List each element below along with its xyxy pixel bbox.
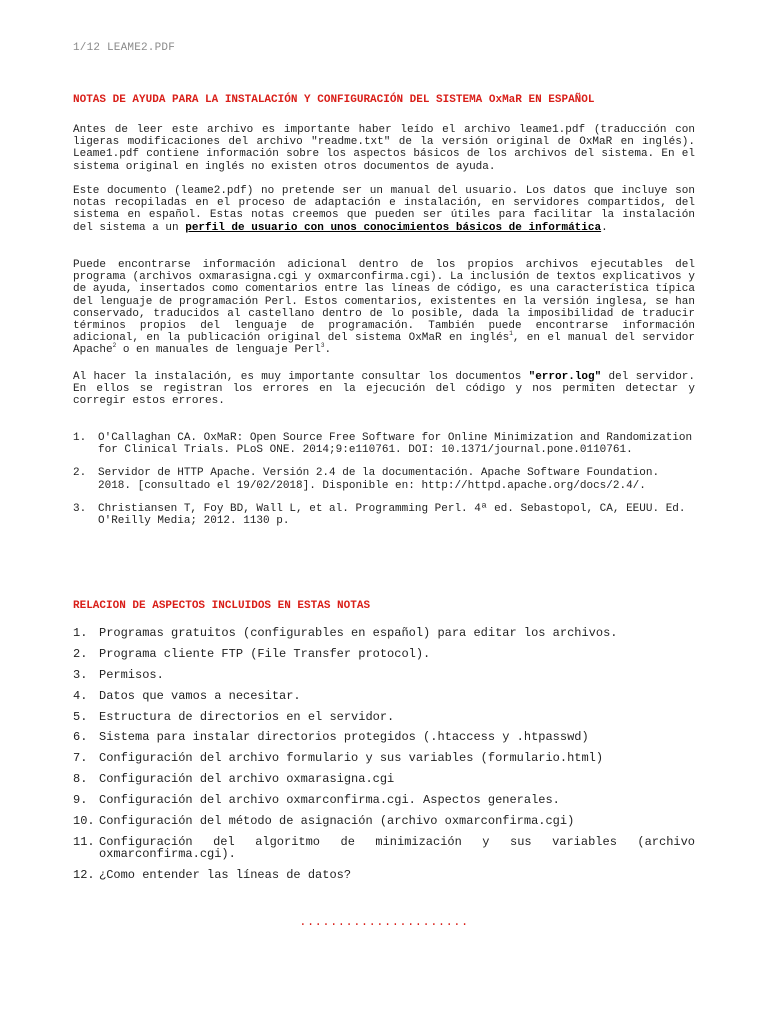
topic-item: [73, 815, 695, 828]
additional-info-paragraph: [73, 259, 695, 357]
topic-number: 4.: [73, 688, 88, 703]
topic-text: Programa cliente FTP (File Transfer protocol).: [99, 646, 431, 661]
topic-number: 2.: [73, 646, 88, 661]
topic-item: [73, 869, 695, 882]
topic-item: [73, 773, 695, 786]
topic-text: Configuración del archivo oxmarasigna.cgi: [99, 772, 395, 787]
topic-text: Configuración del algoritmo de minimización y sus variables (archivo oxmarconfirma.cgi).: [99, 834, 695, 862]
error-log-filename: "error.log": [528, 371, 602, 383]
user-profile-emphasis: perfil de usuario con unos conocimientos básicos de informática: [185, 221, 602, 234]
additional-info-end: .: [324, 344, 332, 357]
reference-text: O'Callaghan CA. OxMaR: Open Source Free Software for Online Minimization and Randomization for Clinical Trials. PLoS ONE. 2014;9:e110761. DOI: 10.1371/journal.pone.0110761.: [98, 432, 693, 457]
topic-number: 9.: [73, 793, 88, 808]
reference-item: [73, 467, 695, 491]
topic-item: [73, 836, 695, 861]
reference-number: 1.: [73, 432, 87, 444]
topic-text: Configuración del archivo oxmarconfirma.cgi. Aspectos generales.: [99, 793, 560, 808]
topic-item: [73, 794, 695, 807]
error-log-text: Al hacer la instalación, es muy importante consultar los documentos: [73, 371, 529, 383]
additional-info-text: Puede encontrarse información adicional dentro de los propios archivos ejecutables del programa (archivos oxmarasigna.cgi y oxmarconfirma.cgi). La inclusión de textos explicativos y de ayuda, insertados como comentarios entre las líneas de código, es una característica típica del lenguaje de programación Perl. Estos comentarios, existentes en la versión inglesa, se han conservado, traducidos al castellano dentro de lo posible, dada la imposibilidad de traducir términos propios del lenguaje de programación. También puede encontrarse información adicional, en la publicación original del sistema OxMaR en inglés: [73, 259, 695, 345]
intro-paragraph: [73, 124, 695, 173]
topic-text: ¿Como entender las líneas de datos?: [99, 868, 352, 883]
topic-text: Configuración del archivo formulario y sus variables (formulario.html): [99, 751, 604, 766]
topic-number: 5.: [73, 709, 88, 724]
topic-item: [73, 627, 695, 640]
topic-item: [73, 669, 695, 682]
additional-info-text-3: o en manuales de lenguaje Perl: [116, 344, 321, 357]
topic-number: 7.: [73, 751, 88, 766]
reference-mark-3: 3: [320, 342, 325, 350]
topic-number: 8.: [73, 772, 88, 787]
purpose-end: .: [601, 221, 608, 234]
reference-number: 3.: [73, 502, 87, 515]
topic-text: Permisos.: [99, 667, 164, 682]
topic-item: [73, 711, 695, 724]
document-title: NOTAS DE AYUDA PARA LA INSTALACIÓN Y CONFIGURACIÓN DEL SISTEMA OxMaR EN ESPAÑOL: [73, 94, 595, 106]
intro-text: Antes de leer este archivo es importante haber leído el archivo leame1.pdf (traducción con ligeras modificaciones del archivo "readme.txt" de la versión original de OxMaR en inglés). Leame1.pdf contiene información sobre los aspectos básicos de los archivos del sistema. En el sistema original en inglés no existen otros documentos de ayuda.: [73, 124, 695, 173]
section-separator: ......................: [299, 915, 469, 929]
topic-text: Datos que vamos a necesitar.: [99, 688, 301, 703]
topic-text: Sistema para instalar directorios protegidos (.htaccess y .htpasswd): [99, 730, 589, 745]
topic-item: [73, 731, 695, 744]
topic-text: Estructura de directorios en el servidor.: [99, 709, 395, 724]
references-list: [73, 432, 695, 538]
purpose-paragraph: [73, 185, 695, 234]
topic-number: 3.: [73, 667, 88, 682]
purpose-text: Este documento (leame2.pdf) no pretende ser un manual del usuario. Los datos que incluye son notas recopiladas en el proceso de adaptación e instalación, en servidores compartidos, del sistema en español. Estas notas creemos que pueden ser útiles para facilitar la instalación del sistema a un: [73, 185, 695, 234]
topic-number: 11.: [73, 834, 95, 849]
reference-number: 2.: [73, 467, 87, 480]
additional-info-text-2: , en el manual del servidor Apache: [73, 332, 695, 357]
topic-item: [73, 752, 695, 765]
reference-mark-2: 2: [112, 342, 117, 350]
page-header: 1/12 LEAME2.PDF: [73, 42, 176, 54]
topic-number: 6.: [73, 730, 88, 745]
topic-item: [73, 690, 695, 703]
reference-mark-1: 1: [509, 330, 513, 338]
topic-text: Programas gratuitos (configurables en español) para editar los archivos.: [99, 626, 618, 640]
error-log-paragraph: [73, 371, 695, 408]
reference-item: [73, 503, 695, 527]
section-heading: RELACION DE ASPECTOS INCLUIDOS EN ESTAS NOTAS: [73, 600, 371, 612]
topic-number: 12.: [73, 868, 95, 883]
topic-item: [73, 648, 695, 661]
reference-text: Christiansen T, Foy BD, Wall L, et al. Programming Perl. 4ª ed. Sebastopol, CA, EEUU. Ed. O'Reilly Media; 2012. 1130 p.: [98, 502, 686, 528]
topic-number: 1.: [73, 626, 88, 640]
reference-item: [73, 432, 695, 456]
error-log-text-2: del servidor. En ellos se registran los errores en la ejecución del código y nos permiten detectar y corregir estos errores.: [73, 371, 695, 408]
topics-list: [73, 627, 695, 890]
topic-number: 10.: [73, 814, 95, 829]
reference-text: Servidor de HTTP Apache. Versión 2.4 de la documentación. Apache Software Foundation. 2018. [consultado el 19/02/2018]. Disponible en: http://httpd.apache.org/docs/2.4/.: [98, 467, 660, 492]
topic-text: Configuración del método de asignación (archivo oxmarconfirma.cgi): [99, 814, 575, 829]
